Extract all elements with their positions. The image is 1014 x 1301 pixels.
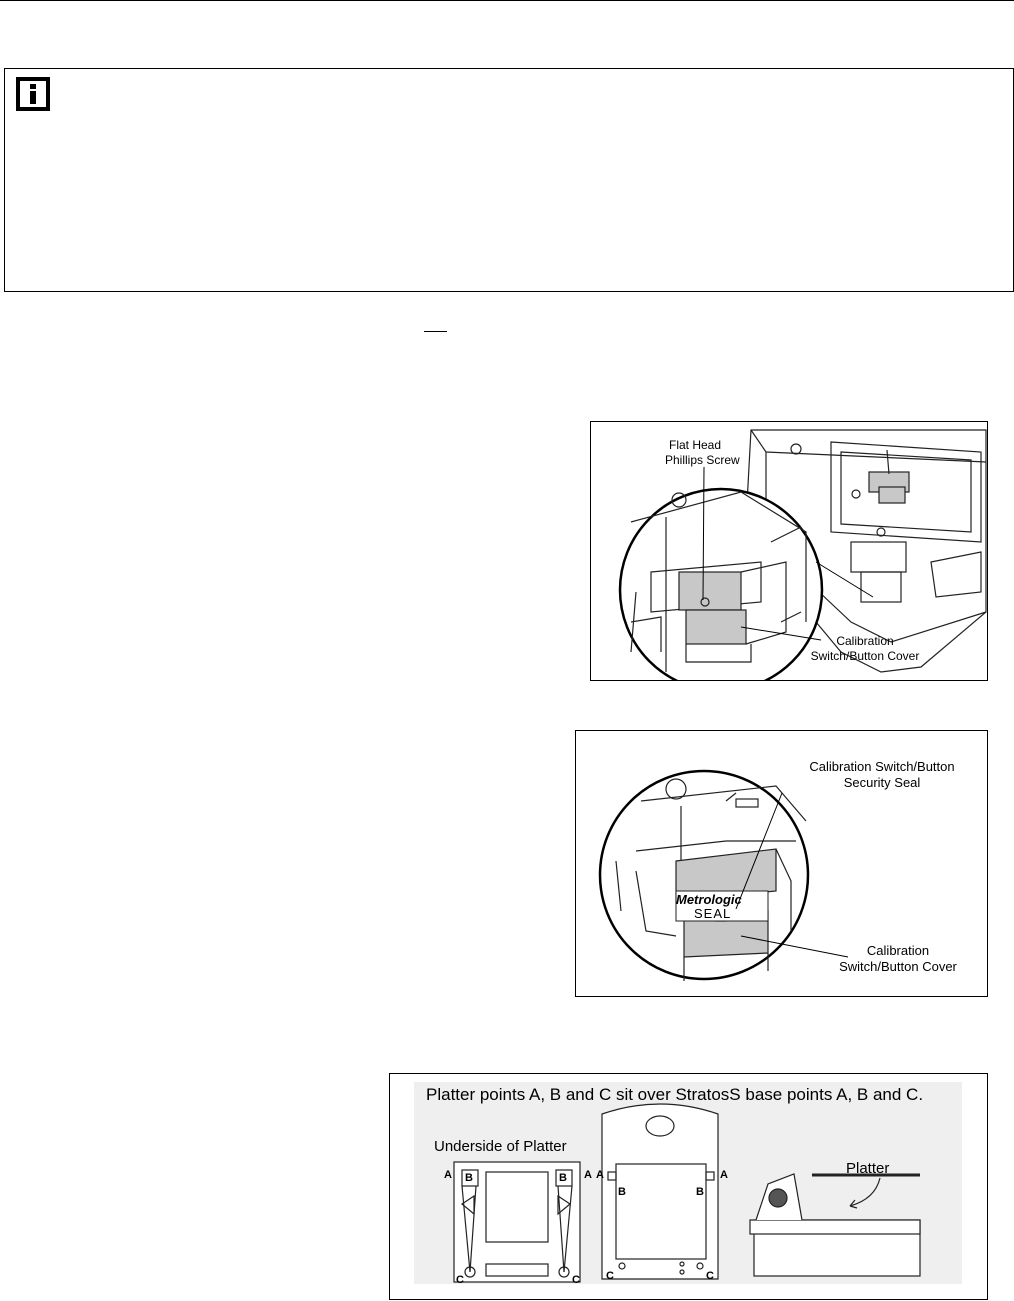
point-b-right: B <box>559 1172 567 1184</box>
platter-illustration <box>390 1074 987 1299</box>
point-a-right: A <box>584 1169 592 1181</box>
base-point-c-left: C <box>606 1270 614 1282</box>
underside-label: Underside of Platter <box>434 1138 567 1155</box>
point-a-left: A <box>444 1169 452 1181</box>
screw-label-line-2: Phillips Screw <box>665 453 740 467</box>
base-point-a-left: A <box>596 1169 604 1181</box>
screw-label <box>665 438 740 468</box>
cover-label-line-2: Switch/Button Cover <box>810 649 920 663</box>
seal-cover-label-line-1: Calibration <box>866 943 930 958</box>
base-point-a-right: A <box>720 1169 728 1181</box>
platter-caption: Platter points A, B and C sit over StratosS base points A, B and C. <box>426 1085 924 1104</box>
header-rule <box>0 0 1014 1</box>
point-b-left: B <box>465 1172 473 1184</box>
point-c-left: C <box>456 1274 464 1286</box>
base-point-b-left: B <box>618 1186 626 1198</box>
security-seal-figure <box>575 730 988 997</box>
seal-label-line-1: Calibration Switch/Button <box>809 759 955 774</box>
scanner-illustration <box>591 422 987 680</box>
seal-cover-label <box>830 943 966 975</box>
underline-mark <box>424 331 447 332</box>
screw-label-line-1: Flat Head <box>668 438 722 452</box>
info-icon <box>16 77 50 111</box>
seal-label-line-2: Security Seal <box>843 775 921 790</box>
cover-label-line-1: Calibration <box>836 634 894 648</box>
cover-label <box>805 634 925 664</box>
screw-cover-figure <box>590 421 988 681</box>
seal-cover-label-line-2: Switch/Button Cover <box>839 959 957 974</box>
platter-label: Platter <box>846 1160 890 1177</box>
point-c-right: C <box>572 1274 580 1286</box>
seal-text: SEAL <box>694 906 732 921</box>
seal-logo-text: Metrologic <box>676 892 742 907</box>
base-point-b-right: B <box>696 1186 704 1198</box>
platter-points-figure <box>389 1073 988 1300</box>
seal-label <box>802 759 962 791</box>
base-point-c-right: C <box>706 1270 714 1282</box>
note-box <box>4 68 1014 292</box>
